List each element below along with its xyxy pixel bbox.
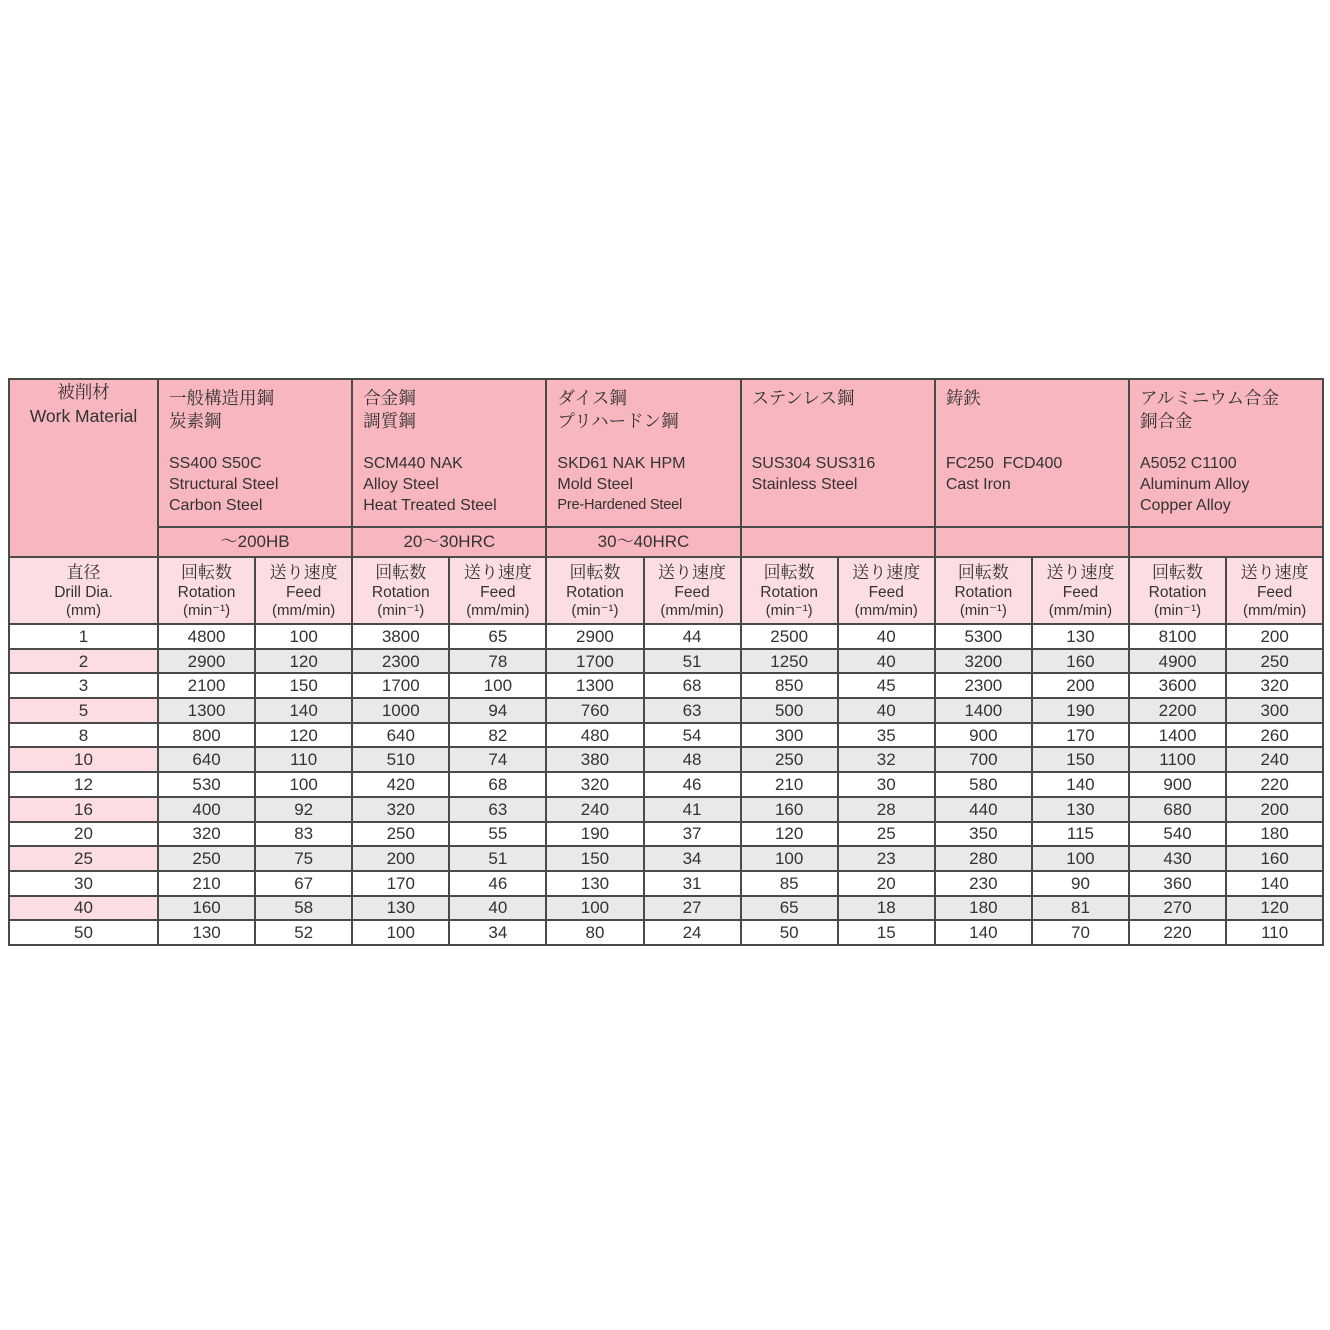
value-cell: 70 — [1032, 920, 1129, 945]
value-cell: 160 — [1032, 649, 1129, 674]
value-cell: 180 — [1226, 822, 1323, 847]
value-cell: 1250 — [741, 649, 838, 674]
value-cell: 31 — [644, 871, 741, 896]
feed-column-header — [644, 557, 741, 624]
material-ja-line: ステンレス鋼 — [751, 388, 855, 408]
value-cell: 82 — [449, 723, 546, 748]
value-cell: 240 — [1226, 747, 1323, 772]
hardness-row — [9, 527, 1323, 557]
drill-dia-cell: 2 — [9, 649, 158, 674]
value-cell: 1400 — [935, 698, 1032, 723]
feed-unit-label: (mm/min) — [466, 601, 530, 619]
value-cell: 100 — [255, 772, 352, 797]
value-cell: 51 — [449, 846, 546, 871]
material-ja-line: アルミニウム合金 — [1140, 388, 1280, 408]
value-cell: 120 — [255, 723, 352, 748]
value-cell: 110 — [1226, 920, 1323, 945]
rotation-column-header — [741, 557, 838, 624]
feed-unit-label: (mm/min) — [660, 601, 724, 619]
material-codes: A5052 C1100 — [1140, 455, 1237, 472]
value-cell: 240 — [546, 797, 643, 822]
value-cell: 220 — [1129, 920, 1226, 945]
value-cell: 400 — [158, 797, 255, 822]
feed-unit-label: (mm/min) — [854, 601, 918, 619]
material-en-line: Aluminum Alloy — [1140, 476, 1250, 493]
value-cell: 130 — [158, 920, 255, 945]
value-cell: 160 — [158, 896, 255, 921]
drill-dia-unit-label: (mm) — [66, 601, 101, 619]
feed-ja-label: 送り速度 — [1046, 562, 1115, 582]
value-cell: 40 — [449, 896, 546, 921]
value-cell: 63 — [644, 698, 741, 723]
rotation-column-header — [935, 557, 1032, 624]
value-cell: 24 — [644, 920, 741, 945]
rotation-column-header — [1129, 557, 1226, 624]
material-codes: SCM440 NAK — [363, 455, 463, 472]
table-row — [9, 920, 1323, 945]
drill-dia-ja-label: 直径 — [66, 562, 101, 582]
value-cell: 2300 — [352, 649, 449, 674]
value-cell: 5300 — [935, 624, 1032, 649]
material-en-line: Stainless Steel — [751, 476, 858, 493]
value-cell: 100 — [352, 920, 449, 945]
drill-dia-cell: 3 — [9, 673, 158, 698]
value-cell: 50 — [741, 920, 838, 945]
material-codes: SS400 S50C — [169, 455, 262, 472]
table-row — [9, 723, 1323, 748]
value-cell: 2900 — [158, 649, 255, 674]
value-cell: 2200 — [1129, 698, 1226, 723]
material-codes: FC250 FCD400 — [945, 455, 1063, 472]
material-ja-line: 鋳鉄 — [945, 388, 981, 408]
value-cell: 760 — [546, 698, 643, 723]
value-cell: 1000 — [352, 698, 449, 723]
table-row — [9, 624, 1323, 649]
value-cell: 2500 — [741, 624, 838, 649]
drill-dia-cell: 10 — [9, 747, 158, 772]
value-cell: 37 — [644, 822, 741, 847]
value-cell: 58 — [255, 896, 352, 921]
drill-dia-cell: 40 — [9, 896, 158, 921]
rotation-unit-label: (min⁻¹) — [183, 601, 231, 619]
value-cell: 52 — [255, 920, 352, 945]
value-cell: 430 — [1129, 846, 1226, 871]
value-cell: 160 — [741, 797, 838, 822]
rotation-column-header — [158, 557, 255, 624]
value-cell: 8100 — [1129, 624, 1226, 649]
drilling-conditions-table-wrap — [8, 378, 1324, 946]
value-cell: 380 — [546, 747, 643, 772]
value-cell: 3800 — [352, 624, 449, 649]
material-en-line: Alloy Steel — [363, 476, 439, 493]
value-cell: 540 — [1129, 822, 1226, 847]
feed-ja-label: 送り速度 — [1240, 562, 1309, 582]
value-cell: 30 — [838, 772, 935, 797]
drilling-conditions-table — [8, 378, 1324, 946]
table-row — [9, 896, 1323, 921]
feed-unit-label: (mm/min) — [1242, 601, 1307, 619]
value-cell: 75 — [255, 846, 352, 871]
value-cell: 500 — [741, 698, 838, 723]
value-cell: 45 — [838, 673, 935, 698]
value-cell: 115 — [1032, 822, 1129, 847]
value-cell: 1300 — [158, 698, 255, 723]
value-cell: 680 — [1129, 797, 1226, 822]
value-cell: 260 — [1226, 723, 1323, 748]
value-cell: 85 — [741, 871, 838, 896]
value-cell: 280 — [935, 846, 1032, 871]
value-cell: 130 — [352, 896, 449, 921]
value-cell: 120 — [255, 649, 352, 674]
value-cell: 1700 — [546, 649, 643, 674]
value-cell: 320 — [1226, 673, 1323, 698]
table-row — [9, 797, 1323, 822]
rotation-ja-label: 回転数 — [181, 562, 233, 582]
feed-unit-label: (mm/min) — [1048, 601, 1113, 619]
rotation-ja-label: 回転数 — [763, 562, 815, 582]
value-cell: 120 — [1226, 896, 1323, 921]
value-cell: 2100 — [158, 673, 255, 698]
table-row — [9, 698, 1323, 723]
value-cell: 44 — [644, 624, 741, 649]
value-cell: 35 — [838, 723, 935, 748]
value-cell: 170 — [352, 871, 449, 896]
value-cell: 120 — [741, 822, 838, 847]
drill-dia-cell: 50 — [9, 920, 158, 945]
hardness-cell: 20～30HRC — [352, 527, 546, 557]
value-cell: 130 — [546, 871, 643, 896]
drill-dia-cell: 1 — [9, 624, 158, 649]
drill-dia-en-label: Drill Dia. — [54, 583, 113, 601]
rotation-en-label: Rotation — [954, 583, 1013, 601]
value-cell: 320 — [158, 822, 255, 847]
feed-unit-label: (mm/min) — [271, 601, 336, 619]
value-cell: 32 — [838, 747, 935, 772]
value-cell: 700 — [935, 747, 1032, 772]
material-en-line: Pre-Hardened Steel — [557, 497, 682, 513]
value-cell: 2900 — [546, 624, 643, 649]
hardness-cell: 30～40HRC — [546, 527, 740, 557]
value-cell: 90 — [1032, 871, 1129, 896]
feed-en-label: Feed — [285, 583, 322, 601]
drill-dia-cell: 30 — [9, 871, 158, 896]
value-cell: 34 — [644, 846, 741, 871]
material-ja-line: 調質鋼 — [363, 411, 416, 431]
value-cell: 15 — [838, 920, 935, 945]
feed-en-label: Feed — [868, 583, 904, 601]
value-cell: 140 — [935, 920, 1032, 945]
drill-dia-cell: 20 — [9, 822, 158, 847]
material-ja-line: ダイス鋼 — [557, 388, 627, 408]
value-cell: 65 — [741, 896, 838, 921]
drill-dia-column-header — [9, 557, 158, 624]
feed-en-label: Feed — [674, 583, 710, 601]
material-ja-line: 炭素鋼 — [169, 411, 222, 431]
value-cell: 800 — [158, 723, 255, 748]
value-cell: 100 — [449, 673, 546, 698]
work-material-label-ja: 被削材 — [57, 382, 110, 402]
value-cell: 900 — [1129, 772, 1226, 797]
material-codes: SUS304 SUS316 — [751, 455, 876, 472]
material-header-cast-iron — [935, 379, 1129, 527]
value-cell: 900 — [935, 723, 1032, 748]
hardness-cell — [1129, 527, 1323, 557]
value-cell: 1700 — [352, 673, 449, 698]
rotation-unit-label: (min⁻¹) — [571, 601, 619, 619]
value-cell: 480 — [546, 723, 643, 748]
value-cell: 94 — [449, 698, 546, 723]
table-row — [9, 747, 1323, 772]
value-cell: 270 — [1129, 896, 1226, 921]
feed-column-header — [449, 557, 546, 624]
value-cell: 34 — [449, 920, 546, 945]
value-cell: 130 — [1032, 624, 1129, 649]
value-cell: 80 — [546, 920, 643, 945]
value-cell: 440 — [935, 797, 1032, 822]
work-material-corner-cell — [9, 379, 158, 557]
value-cell: 510 — [352, 747, 449, 772]
rotation-column-header — [546, 557, 643, 624]
column-header-row — [9, 557, 1323, 624]
table-row — [9, 846, 1323, 871]
feed-column-header — [1032, 557, 1129, 624]
value-cell: 18 — [838, 896, 935, 921]
feed-ja-label: 送り速度 — [269, 562, 338, 582]
material-ja-line: 銅合金 — [1140, 411, 1193, 431]
material-header-alloy-steel — [352, 379, 546, 527]
hardness-cell — [935, 527, 1129, 557]
hardness-cell: ～200HB — [158, 527, 352, 557]
value-cell: 250 — [741, 747, 838, 772]
value-cell: 46 — [644, 772, 741, 797]
value-cell: 68 — [449, 772, 546, 797]
material-ja-line: 一般構造用鋼 — [169, 388, 274, 408]
value-cell: 140 — [1032, 772, 1129, 797]
table-row — [9, 649, 1323, 674]
value-cell: 210 — [741, 772, 838, 797]
material-ja-line: プリハードン鋼 — [557, 411, 679, 431]
value-cell: 210 — [158, 871, 255, 896]
value-cell: 170 — [1032, 723, 1129, 748]
material-en-line: Cast Iron — [945, 476, 1011, 493]
value-cell: 81 — [1032, 896, 1129, 921]
table-row — [9, 772, 1323, 797]
value-cell: 100 — [546, 896, 643, 921]
value-cell: 420 — [352, 772, 449, 797]
table-body — [9, 624, 1323, 945]
value-cell: 190 — [546, 822, 643, 847]
drill-dia-cell: 25 — [9, 846, 158, 871]
value-cell: 110 — [255, 747, 352, 772]
material-header-row — [9, 379, 1323, 527]
value-cell: 220 — [1226, 772, 1323, 797]
rotation-column-header — [352, 557, 449, 624]
value-cell: 23 — [838, 846, 935, 871]
rotation-unit-label: (min⁻¹) — [959, 601, 1007, 619]
feed-column-header — [838, 557, 935, 624]
value-cell: 100 — [1032, 846, 1129, 871]
value-cell: 320 — [352, 797, 449, 822]
feed-column-header — [1226, 557, 1323, 624]
rotation-en-label: Rotation — [566, 583, 624, 601]
material-header-stainless-steel — [741, 379, 935, 527]
value-cell: 74 — [449, 747, 546, 772]
value-cell: 92 — [255, 797, 352, 822]
value-cell: 40 — [838, 698, 935, 723]
value-cell: 140 — [1226, 871, 1323, 896]
feed-en-label: Feed — [1256, 583, 1293, 601]
value-cell: 28 — [838, 797, 935, 822]
table-row — [9, 673, 1323, 698]
value-cell: 150 — [546, 846, 643, 871]
drill-dia-cell: 16 — [9, 797, 158, 822]
value-cell: 3200 — [935, 649, 1032, 674]
feed-column-header — [255, 557, 352, 624]
value-cell: 640 — [158, 747, 255, 772]
value-cell: 1300 — [546, 673, 643, 698]
value-cell: 83 — [255, 822, 352, 847]
value-cell: 40 — [838, 649, 935, 674]
material-header-aluminum-copper — [1129, 379, 1323, 527]
value-cell: 46 — [449, 871, 546, 896]
value-cell: 150 — [1032, 747, 1129, 772]
table-row — [9, 822, 1323, 847]
value-cell: 250 — [352, 822, 449, 847]
material-header-mold-steel — [546, 379, 740, 527]
feed-ja-label: 送り速度 — [463, 562, 532, 582]
material-ja-line: 合金鋼 — [363, 388, 416, 408]
material-en-line: Copper Alloy — [1140, 497, 1231, 514]
value-cell: 180 — [935, 896, 1032, 921]
value-cell: 130 — [1032, 797, 1129, 822]
value-cell: 850 — [741, 673, 838, 698]
value-cell: 54 — [644, 723, 741, 748]
drill-dia-cell: 8 — [9, 723, 158, 748]
rotation-ja-label: 回転数 — [569, 562, 621, 582]
value-cell: 51 — [644, 649, 741, 674]
value-cell: 48 — [644, 747, 741, 772]
value-cell: 4900 — [1129, 649, 1226, 674]
value-cell: 4800 — [158, 624, 255, 649]
rotation-en-label: Rotation — [371, 583, 430, 601]
rotation-en-label: Rotation — [1148, 583, 1207, 601]
drill-dia-cell: 5 — [9, 698, 158, 723]
value-cell: 65 — [449, 624, 546, 649]
rotation-ja-label: 回転数 — [375, 562, 427, 582]
value-cell: 200 — [1226, 624, 1323, 649]
rotation-ja-label: 回転数 — [957, 562, 1009, 582]
value-cell: 360 — [1129, 871, 1226, 896]
value-cell: 100 — [255, 624, 352, 649]
value-cell: 1400 — [1129, 723, 1226, 748]
value-cell: 530 — [158, 772, 255, 797]
value-cell: 640 — [352, 723, 449, 748]
material-en-line: Carbon Steel — [169, 497, 263, 514]
value-cell: 1100 — [1129, 747, 1226, 772]
feed-en-label: Feed — [1062, 583, 1099, 601]
value-cell: 3600 — [1129, 673, 1226, 698]
value-cell: 78 — [449, 649, 546, 674]
hardness-cell — [741, 527, 935, 557]
rotation-unit-label: (min⁻¹) — [377, 601, 425, 619]
value-cell: 200 — [1032, 673, 1129, 698]
value-cell: 68 — [644, 673, 741, 698]
material-en-line: Heat Treated Steel — [363, 497, 497, 514]
value-cell: 20 — [838, 871, 935, 896]
value-cell: 580 — [935, 772, 1032, 797]
value-cell: 150 — [255, 673, 352, 698]
rotation-ja-label: 回転数 — [1152, 562, 1204, 582]
value-cell: 230 — [935, 871, 1032, 896]
value-cell: 27 — [644, 896, 741, 921]
value-cell: 40 — [838, 624, 935, 649]
value-cell: 140 — [255, 698, 352, 723]
feed-ja-label: 送り速度 — [658, 562, 727, 582]
value-cell: 67 — [255, 871, 352, 896]
value-cell: 250 — [158, 846, 255, 871]
value-cell: 200 — [1226, 797, 1323, 822]
rotation-unit-label: (min⁻¹) — [765, 601, 813, 619]
feed-en-label: Feed — [480, 583, 516, 601]
value-cell: 320 — [546, 772, 643, 797]
value-cell: 100 — [741, 846, 838, 871]
value-cell: 250 — [1226, 649, 1323, 674]
rotation-en-label: Rotation — [760, 583, 819, 601]
rotation-unit-label: (min⁻¹) — [1154, 601, 1202, 619]
material-header-carbon-steel — [158, 379, 352, 527]
value-cell: 2300 — [935, 673, 1032, 698]
value-cell: 190 — [1032, 698, 1129, 723]
work-material-label-en: Work Material — [29, 406, 138, 426]
feed-ja-label: 送り速度 — [852, 562, 921, 582]
rotation-en-label: Rotation — [177, 583, 236, 601]
value-cell: 300 — [741, 723, 838, 748]
table-row — [9, 871, 1323, 896]
value-cell: 160 — [1226, 846, 1323, 871]
value-cell: 41 — [644, 797, 741, 822]
material-en-line: Structural Steel — [169, 476, 279, 493]
value-cell: 300 — [1226, 698, 1323, 723]
material-codes: SKD61 NAK HPM — [557, 455, 686, 472]
value-cell: 63 — [449, 797, 546, 822]
material-en-line: Mold Steel — [557, 476, 633, 493]
value-cell: 200 — [352, 846, 449, 871]
drill-dia-cell: 12 — [9, 772, 158, 797]
value-cell: 25 — [838, 822, 935, 847]
value-cell: 55 — [449, 822, 546, 847]
value-cell: 350 — [935, 822, 1032, 847]
